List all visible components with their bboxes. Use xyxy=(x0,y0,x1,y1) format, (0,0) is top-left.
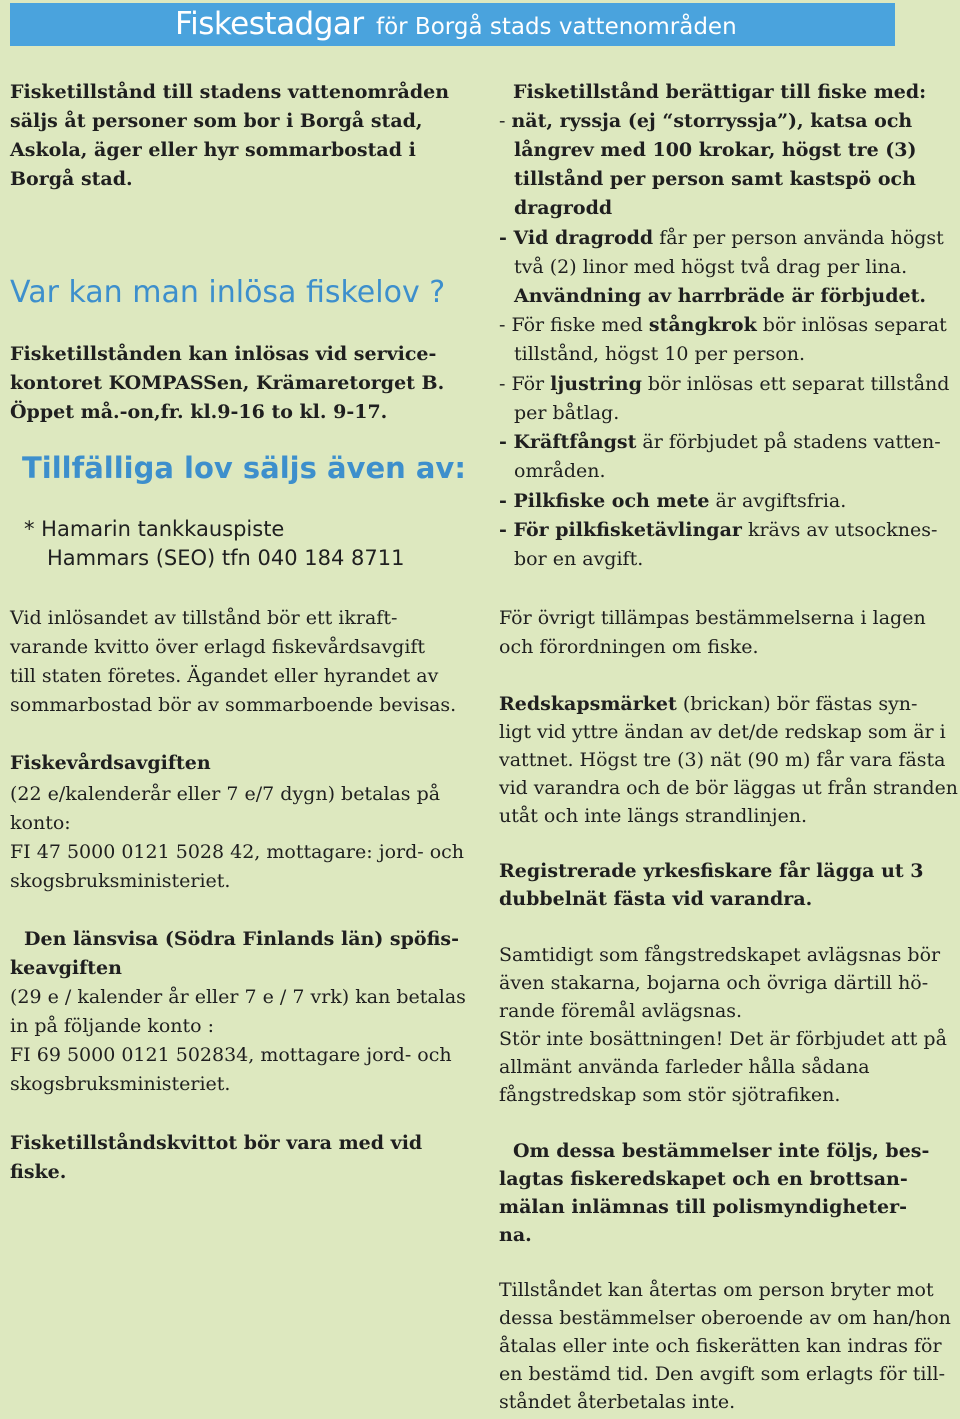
rule-text: får per person använda högst xyxy=(653,227,944,249)
rule-line: per båtlag. xyxy=(514,402,620,424)
rule-line: bor en avgift. xyxy=(514,548,644,570)
rules-heading: Fisketillstånd berättigar till fiske med: xyxy=(513,81,927,103)
where-line: Fisketillstånden kan inlösas vid service- xyxy=(10,343,437,365)
fee-line: FI 47 5000 0121 5028 42, mottagare: jord- och xyxy=(10,841,465,863)
where-heading: Var kan man inlösa fiskelov ? xyxy=(10,275,446,310)
marker-line: utåt och inte längs strandlinjen. xyxy=(499,805,808,827)
rule-text: är avgiftsfria. xyxy=(709,490,847,512)
law-line: För övrigt tillämpas bestämmelserna i lagen xyxy=(499,607,926,629)
rule-bold: nät, ryssja (ej “storryssja”), katsa och xyxy=(511,110,913,132)
rule-text: är förbjudet på stadens vatten- xyxy=(636,431,941,453)
rule-line: två (2) linor med högst två drag per lina. xyxy=(514,256,908,278)
removal-line: Samtidigt som fångstredskapet avlägsnas bör xyxy=(499,944,941,966)
rule-line: tillstånd, högst 10 per person. xyxy=(514,343,806,365)
rule-dash: - xyxy=(499,519,514,541)
removal-line: allmänt använda farleder hålla sådana xyxy=(499,1056,870,1078)
rule-text: - För fiske med xyxy=(499,314,649,336)
rule-dash: - xyxy=(499,110,512,132)
bring-receipt-line: fiske. xyxy=(10,1161,67,1183)
marker-line: ligt vid yttre ändan av det/de redskap som är i xyxy=(499,721,946,743)
rule-line: områden. xyxy=(514,460,606,482)
marker-line: vid varandra och de bör läggas ut från stranden xyxy=(499,777,958,799)
rule-line: långrev med 100 krokar, högst tre (3) xyxy=(514,139,917,161)
intro-line: Borgå stad. xyxy=(10,168,133,190)
removal-line: även stakarna, bojarna och övriga därtill hö- xyxy=(499,972,929,994)
marker-line: vattnet. Högst tre (3) nät (90 m) får vara fästa xyxy=(499,749,946,771)
rule-text: krävs av utsocknes- xyxy=(741,519,938,541)
vendor-line: Hammars (SEO) tfn 040 184 8711 xyxy=(47,546,405,570)
rule-line xyxy=(499,370,949,399)
rule-line: tillstånd per person samt kastspö och xyxy=(514,168,916,190)
professional-line: dubbelnät fästa vid varandra. xyxy=(499,888,813,910)
title-banner xyxy=(10,3,895,46)
penalty-line: na. xyxy=(499,1224,532,1246)
revoke-line: ståndet återbetalas inte. xyxy=(499,1391,736,1413)
law-line: och förordningen om fiske. xyxy=(499,636,759,658)
revoke-line: Tillståndet kan återtas om person bryter mot xyxy=(499,1279,934,1301)
fee-line: skogsbruksministeriet. xyxy=(10,870,231,892)
rule-line xyxy=(499,311,947,340)
rule-dash: - xyxy=(499,490,514,512)
rule-text: bör inlösas separat xyxy=(756,314,947,336)
vendor-line: * Hamarin tankkauspiste xyxy=(24,517,285,541)
rule-line: Användning av harrbräde är förbjudet. xyxy=(514,285,926,307)
penalty-line: lagtas fiskeredskapet och en brottsan- xyxy=(499,1168,908,1190)
where-line: Öppet må.-on,fr. kl.9-16 to kl. 9-17. xyxy=(10,401,388,423)
intro-line: Askola, äger eller hyr sommarbostad i xyxy=(10,139,416,161)
where-line: kontoret KOMPASSen, Krämaretorget B. xyxy=(10,372,445,394)
removal-line: rande föremål avlägsnas. xyxy=(499,1000,743,1022)
rule-line xyxy=(499,487,846,516)
rule-line xyxy=(499,516,937,545)
rule-bold: För pilkfisketävlingar xyxy=(513,519,742,541)
fee-line: konto: xyxy=(10,812,71,834)
marker-bold: Redskapsmärket xyxy=(499,693,677,715)
marker-text: (brickan) bör fästas syn- xyxy=(676,693,918,715)
intro-line: Fisketillstånd till stadens vattenområden xyxy=(10,81,450,103)
regional-fee-line: in på följande konto : xyxy=(10,1015,215,1037)
removal-line: fångstredskap som stör sjötrafiken. xyxy=(499,1084,841,1106)
rule-text: - För xyxy=(499,373,551,395)
rule-bold: Pilkfiske och mete xyxy=(513,490,710,512)
regional-fee-heading: Den länsvisa (Södra Finlands län) spöfis- xyxy=(24,928,459,950)
rule-bold: ljustring xyxy=(550,373,642,395)
penalty-line: Om dessa bestämmelser inte följs, bes- xyxy=(513,1140,930,1162)
rule-bold: Kräftfångst xyxy=(513,431,637,453)
receipt-line: sommarbostad bör av sommarboende bevisas. xyxy=(10,694,457,716)
rule-bold: stångkrok xyxy=(648,314,757,336)
removal-line: Stör inte bosättningen! Det är förbjudet att på xyxy=(499,1028,947,1050)
receipt-line: till staten företes. Ägandet eller hyrandet av xyxy=(10,665,439,687)
rule-line: dragrodd xyxy=(514,197,613,219)
receipt-line: Vid inlösandet av tillstånd bör ett ikraft- xyxy=(10,607,398,629)
page-title: Fiskestadgar xyxy=(175,6,364,42)
receipt-line: varande kvitto över erlagd fiskevårdsavgift xyxy=(10,636,426,658)
regional-fee-heading: keavgiften xyxy=(10,957,122,979)
regional-fee-line: FI 69 5000 0121 502834, mottagare jord- och xyxy=(10,1044,452,1066)
revoke-line: dessa bestämmelser oberoende av om han/hon xyxy=(499,1307,951,1329)
fee-heading: Fiskevårdsavgiften xyxy=(10,752,211,774)
intro-line: säljs åt personer som bor i Borgå stad, xyxy=(10,110,423,132)
revoke-line: åtalas eller inte och fiskerätten kan indras för xyxy=(499,1335,942,1357)
temporary-heading: Tillfälliga lov säljs även av: xyxy=(22,451,466,485)
marker-line xyxy=(499,690,917,719)
regional-fee-line: skogsbruksministeriet. xyxy=(10,1073,231,1095)
revoke-line: en bestämd tid. Den avgift som erlagts för till- xyxy=(499,1363,946,1385)
professional-line: Registrerade yrkesfiskare får lägga ut 3 xyxy=(499,860,924,882)
rule-line xyxy=(499,428,941,457)
rule-bold: Vid dragrodd xyxy=(513,227,654,249)
rule-text: bör inlösas ett separat tillstånd xyxy=(641,373,950,395)
page-subtitle: för Borgå stads vattenområden xyxy=(376,14,737,40)
fee-line: (22 e/kalenderår eller 7 e/7 dygn) betalas på xyxy=(10,783,441,805)
bring-receipt-line: Fisketillståndskvittot bör vara med vid xyxy=(10,1132,423,1154)
rule-dash: - xyxy=(499,227,514,249)
rule-line xyxy=(499,107,912,136)
penalty-line: mälan inlämnas till polismyndigheter- xyxy=(499,1196,908,1218)
regional-fee-line: (29 e / kalender år eller 7 e / 7 vrk) kan betalas xyxy=(10,986,466,1008)
rule-line xyxy=(499,224,944,253)
rule-dash: - xyxy=(499,431,514,453)
